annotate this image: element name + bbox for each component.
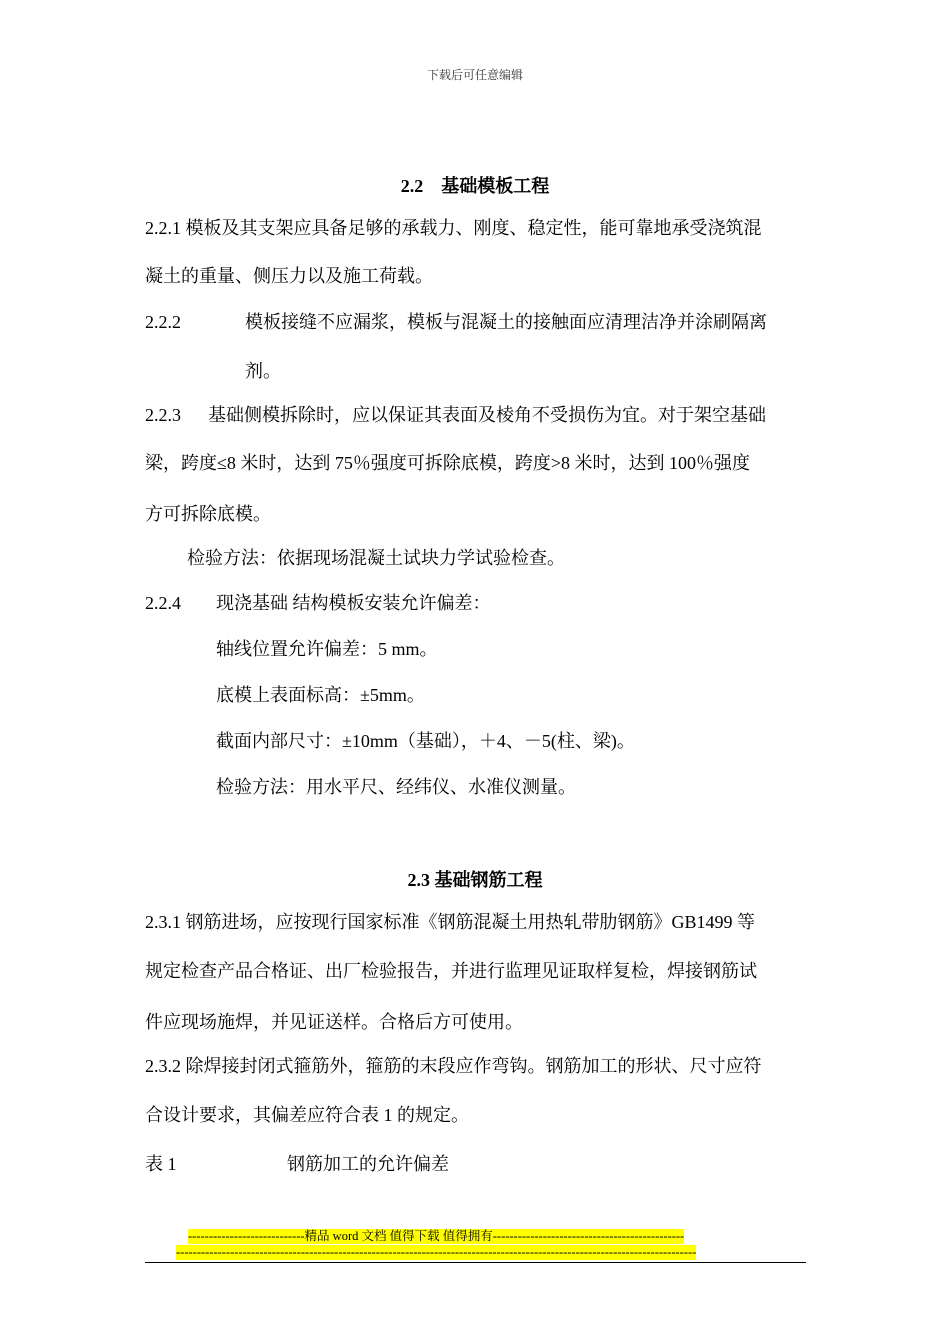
para-2-3-2-line2: 合设计要求，其偏差应符合表 1 的规定。	[145, 1105, 469, 1125]
para-2-2-4-title: 现浇基础 结构模板安装允许偏差：	[216, 593, 491, 613]
section-2-2-title: 2.2 基础模板工程	[400, 176, 550, 196]
table-1-title: 钢筋加工的允许偏差	[287, 1154, 449, 1174]
tolerance-elevation: 底模上表面标高：±5mm。	[216, 685, 425, 705]
para-2-2-3-line1: 2.2.3 基础侧模拆除时，应以保证其表面及棱角不受损伤为宜。对于架空基础	[145, 405, 766, 425]
para-2-2-4-number: 2.2.4	[145, 593, 181, 613]
section-2-3-title: 2.3 基础钢筋工程	[407, 870, 543, 890]
tolerance-axis: 轴线位置允许偏差：5 mm。	[216, 639, 438, 659]
para-2-2-3-line3: 方可拆除底模。	[145, 504, 271, 524]
para-2-2-4-method: 检验方法：用水平尺、经纬仪、水准仪测量。	[216, 777, 576, 797]
para-2-3-1-line2: 规定检查产品合格证、出厂检验报告，并进行监理见证取样复检，焊接钢筋试	[145, 961, 757, 981]
para-2-2-2-line1: 模板接缝不应漏浆，模板与混凝土的接触面应清理洁净并涂刷隔离	[245, 312, 767, 332]
para-2-3-2-line1: 2.3.2 除焊接封闭式箍筋外，箍筋的末段应作弯钩。钢筋加工的形状、尺寸应符	[145, 1056, 762, 1076]
para-2-2-3-method: 检验方法：依据现场混凝土试块力学试验检查。	[187, 548, 565, 568]
page-header: 下载后可任意编辑	[426, 68, 523, 82]
para-2-2-2-number: 2.2.2	[145, 312, 181, 332]
para-2-3-1-line3: 件应现场施焊，并见证送样。合格后方可使用。	[145, 1012, 523, 1032]
para-2-2-3-line2: 梁，跨度≤8 米时，达到 75％强度可拆除底模，跨度>8 米时，达到 100％强度	[145, 453, 751, 473]
para-2-2-1-line1: 2.2.1 模板及其支架应具备足够的承载力、刚度、稳定性，能可靠地承受浇筑混	[145, 218, 762, 238]
footer-banner-line2: -----------------------------------------------------------------------------------------------------------------------------	[176, 1245, 697, 1259]
tolerance-section: 截面内部尺寸：±10mm（基础），＋4、－5(柱、梁)。	[216, 731, 635, 751]
footer-divider	[145, 1262, 806, 1263]
table-1-label: 表 1	[145, 1154, 177, 1174]
para-2-3-1-line1: 2.3.1 钢筋进场，应按现行国家标准《钢筋混凝土用热轧带肋钢筋》GB1499 等	[145, 912, 756, 932]
footer-banner-line1: ----------------------------精品 word 文档 值得下载 值得拥有----------------------------------------------	[188, 1229, 685, 1243]
para-2-2-2-line2: 剂。	[245, 361, 281, 381]
para-2-2-1-line2: 凝土的重量、侧压力以及施工荷载。	[145, 266, 433, 286]
